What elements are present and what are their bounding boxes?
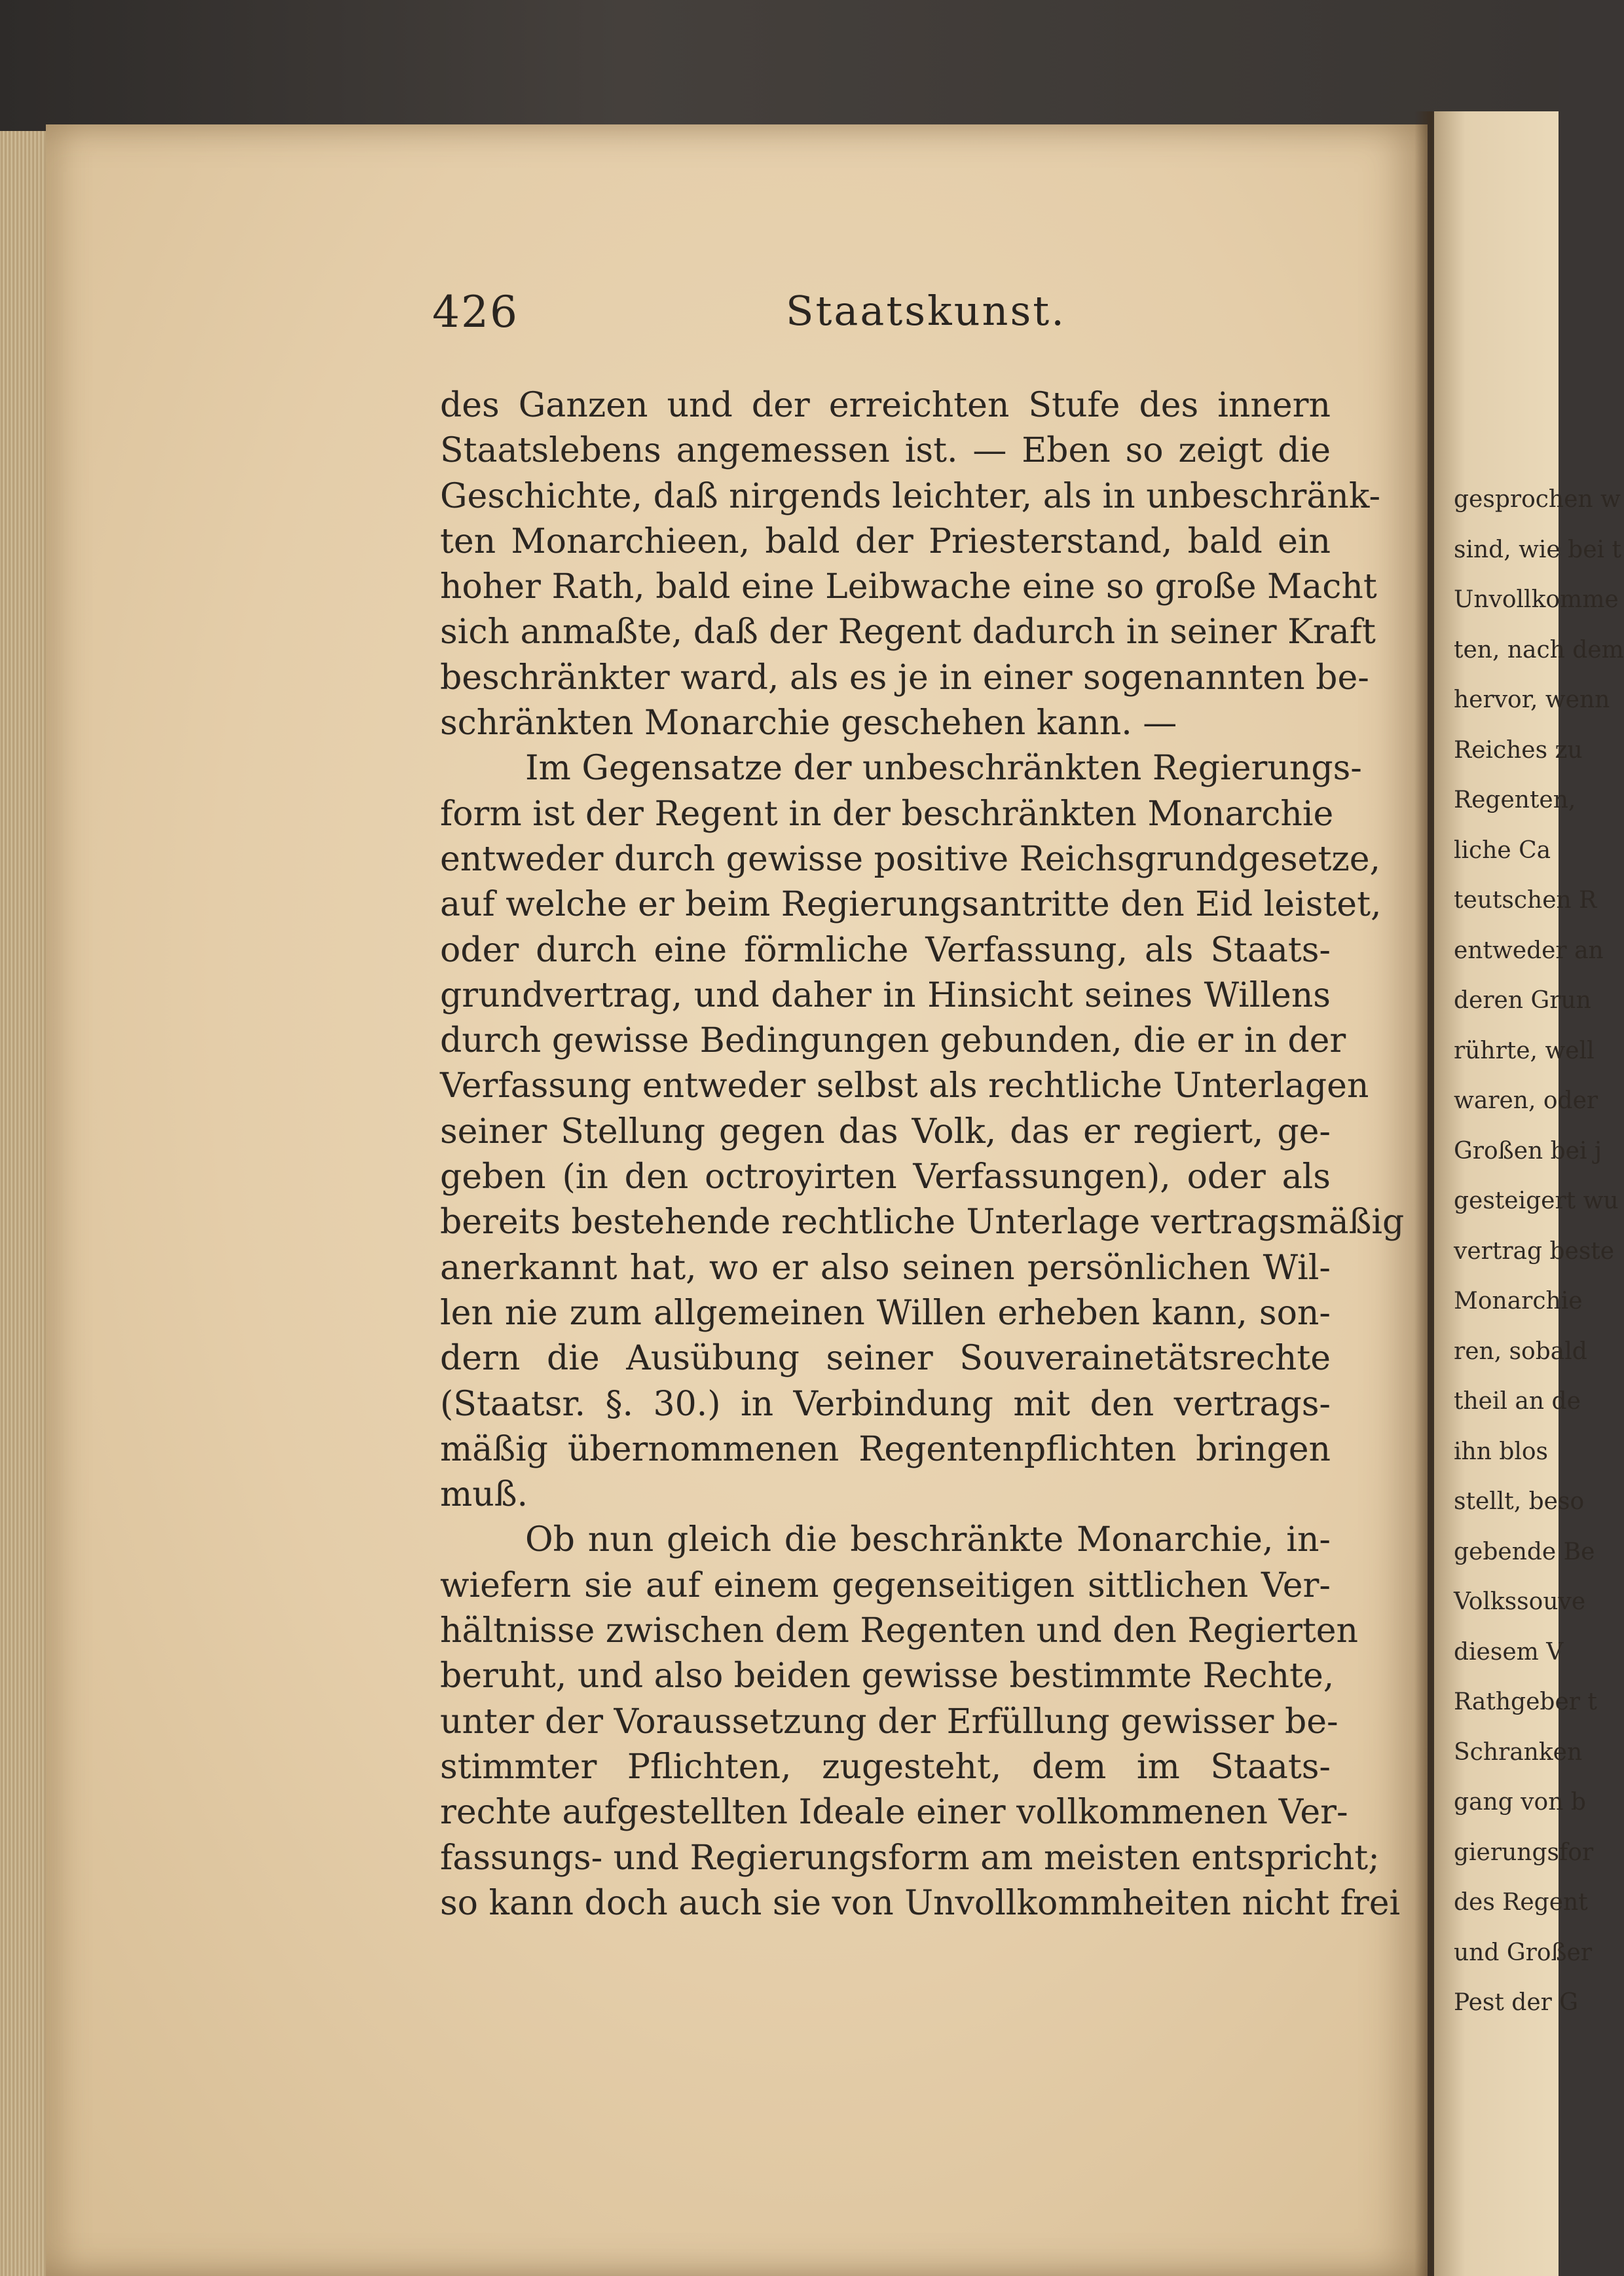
facing-text-line: gebende Be xyxy=(1454,1538,1595,1565)
facing-text-line: des Regent xyxy=(1454,1889,1588,1916)
facing-text-line: Rathgeber t xyxy=(1454,1688,1597,1715)
facing-text-line: gesteigert wu xyxy=(1454,1187,1619,1214)
text-line: stimmter Pflichten, zugesteht, dem im Staats- xyxy=(440,1747,1331,1787)
text-line: entweder durch gewisse positive Reichsgrundgesetze, xyxy=(440,839,1381,879)
text-line: rechte aufgestellten Ideale einer vollkommenen Ver- xyxy=(440,1793,1348,1833)
facing-text-line: gierungsfor xyxy=(1454,1838,1594,1866)
facing-text-line: Monarchie xyxy=(1454,1288,1583,1315)
text-line: Verfassung entweder selbst als rechtliche Unterlagen xyxy=(440,1066,1369,1106)
text-line: durch gewisse Bedingungen gebunden, die er in der xyxy=(440,1021,1346,1061)
facing-text-line: gang von b xyxy=(1454,1789,1586,1816)
facing-text-line: Pest der G xyxy=(1454,1989,1579,2016)
facing-text-line: Schranken xyxy=(1454,1738,1583,1766)
text-line: Ob nun gleich die beschränkte Monarchie, in- xyxy=(525,1520,1331,1560)
text-line: grundvertrag, und daher in Hinsicht seines Willens xyxy=(440,975,1331,1015)
text-line: seiner Stellung gegen das Volk, das er regiert, ge- xyxy=(440,1111,1331,1151)
facing-text-line: theil an de xyxy=(1454,1388,1581,1415)
facing-text-line: stellt, beso xyxy=(1454,1488,1585,1515)
text-line: hältnisse zwischen dem Regenten und den Regierten xyxy=(440,1611,1359,1651)
facing-text-line: Großen bei j xyxy=(1454,1137,1602,1165)
text-line: fassungs- und Regierungsform am meisten entspricht; xyxy=(440,1838,1380,1878)
facing-text-line: deren Grun xyxy=(1454,987,1591,1014)
facing-page xyxy=(1434,111,1624,2276)
text-line: Geschichte, daß nirgends leichter, als in unbeschränk- xyxy=(440,476,1381,516)
text-line: geben (in den octroyirten Verfassungen), oder als xyxy=(440,1157,1331,1197)
text-line: unter der Voraussetzung der Erfüllung gewisser be- xyxy=(440,1702,1338,1742)
text-line: len nie zum allgemeinen Willen erheben kann, son- xyxy=(440,1293,1331,1333)
facing-page-text xyxy=(1454,475,1624,2028)
page-header xyxy=(432,287,1349,346)
facing-text-line: ten, nach dem xyxy=(1454,636,1624,663)
text-line: form ist der Regent in der beschränkten Monarchie xyxy=(440,794,1334,834)
facing-text-line: gesprochen w xyxy=(1454,486,1621,513)
text-line: schränkten Monarchie geschehen kann. — xyxy=(440,703,1177,743)
text-line: hoher Rath, bald eine Leibwache eine so große Macht xyxy=(440,567,1377,607)
facing-text-line: ihn blos xyxy=(1454,1438,1549,1465)
text-line: Im Gegensatze der unbeschränkten Regierungs- xyxy=(525,749,1362,789)
text-line: bereits bestehende rechtliche Unterlage vertragsmäßig xyxy=(440,1203,1405,1242)
facing-text-line: teutschen R xyxy=(1454,887,1597,914)
facing-text-line: entweder an xyxy=(1454,937,1604,964)
facing-text-line: hervor, wenn xyxy=(1454,686,1610,713)
text-line: muß. xyxy=(440,1475,528,1515)
facing-text-line: Unvollkomme xyxy=(1454,586,1619,613)
running-head: Staatskunst. xyxy=(786,287,1066,335)
facing-text-line: sind, wie bei t xyxy=(1454,536,1621,563)
text-line: beschränkter ward, als es je in einer sogenannten be- xyxy=(440,658,1369,698)
facing-text-line: Reiches zu xyxy=(1454,736,1583,764)
text-line: ten Monarchieen, bald der Priesterstand, bald ein xyxy=(440,521,1331,561)
facing-text-line: liche Ca xyxy=(1454,836,1551,864)
facing-text-line: Volkssouve xyxy=(1454,1588,1586,1615)
text-line: auf welche er beim Regierungsantritte den Eid leistet, xyxy=(440,885,1382,925)
text-line: beruht, und also beiden gewisse bestimmte Rechte, xyxy=(440,1656,1335,1696)
text-line: des Ganzen und der erreichten Stufe des innern xyxy=(440,386,1331,425)
text-line: dern die Ausübung seiner Souverainetätsrechte xyxy=(440,1339,1331,1379)
facing-text-line: vertrag beste xyxy=(1454,1237,1615,1265)
text-line: so kann doch auch sie von Unvollkommheiten nicht frei xyxy=(440,1883,1401,1923)
book-page-edges xyxy=(0,131,52,2276)
text-line: mäßig übernommenen Regentenpflichten bringen xyxy=(440,1429,1331,1469)
page-number: 426 xyxy=(432,287,519,337)
text-line: sich anmaßte, daß der Regent dadurch in seiner Kraft xyxy=(440,612,1376,652)
facing-text-line: diesem V xyxy=(1454,1638,1564,1666)
text-line: (Staatsr. §. 30.) in Verbindung mit den vertrags- xyxy=(440,1384,1331,1424)
facing-text-line: waren, oder xyxy=(1454,1087,1598,1114)
text-line: oder durch eine förmliche Verfassung, als Staats- xyxy=(440,930,1331,970)
text-line: anerkannt hat, wo er also seinen persönlichen Wil- xyxy=(440,1248,1331,1288)
facing-text-line: rührte, well xyxy=(1454,1037,1595,1064)
text-line: Staatslebens angemessen ist. — Eben so zeigt die xyxy=(440,431,1331,471)
body-text xyxy=(440,383,1405,1926)
facing-text-line: und Großer xyxy=(1454,1939,1593,1966)
text-line: wiefern sie auf einem gegenseitigen sittlichen Ver- xyxy=(440,1565,1331,1605)
facing-text-line: ren, sobald xyxy=(1454,1337,1587,1365)
facing-text-line: Regenten, xyxy=(1454,787,1576,813)
